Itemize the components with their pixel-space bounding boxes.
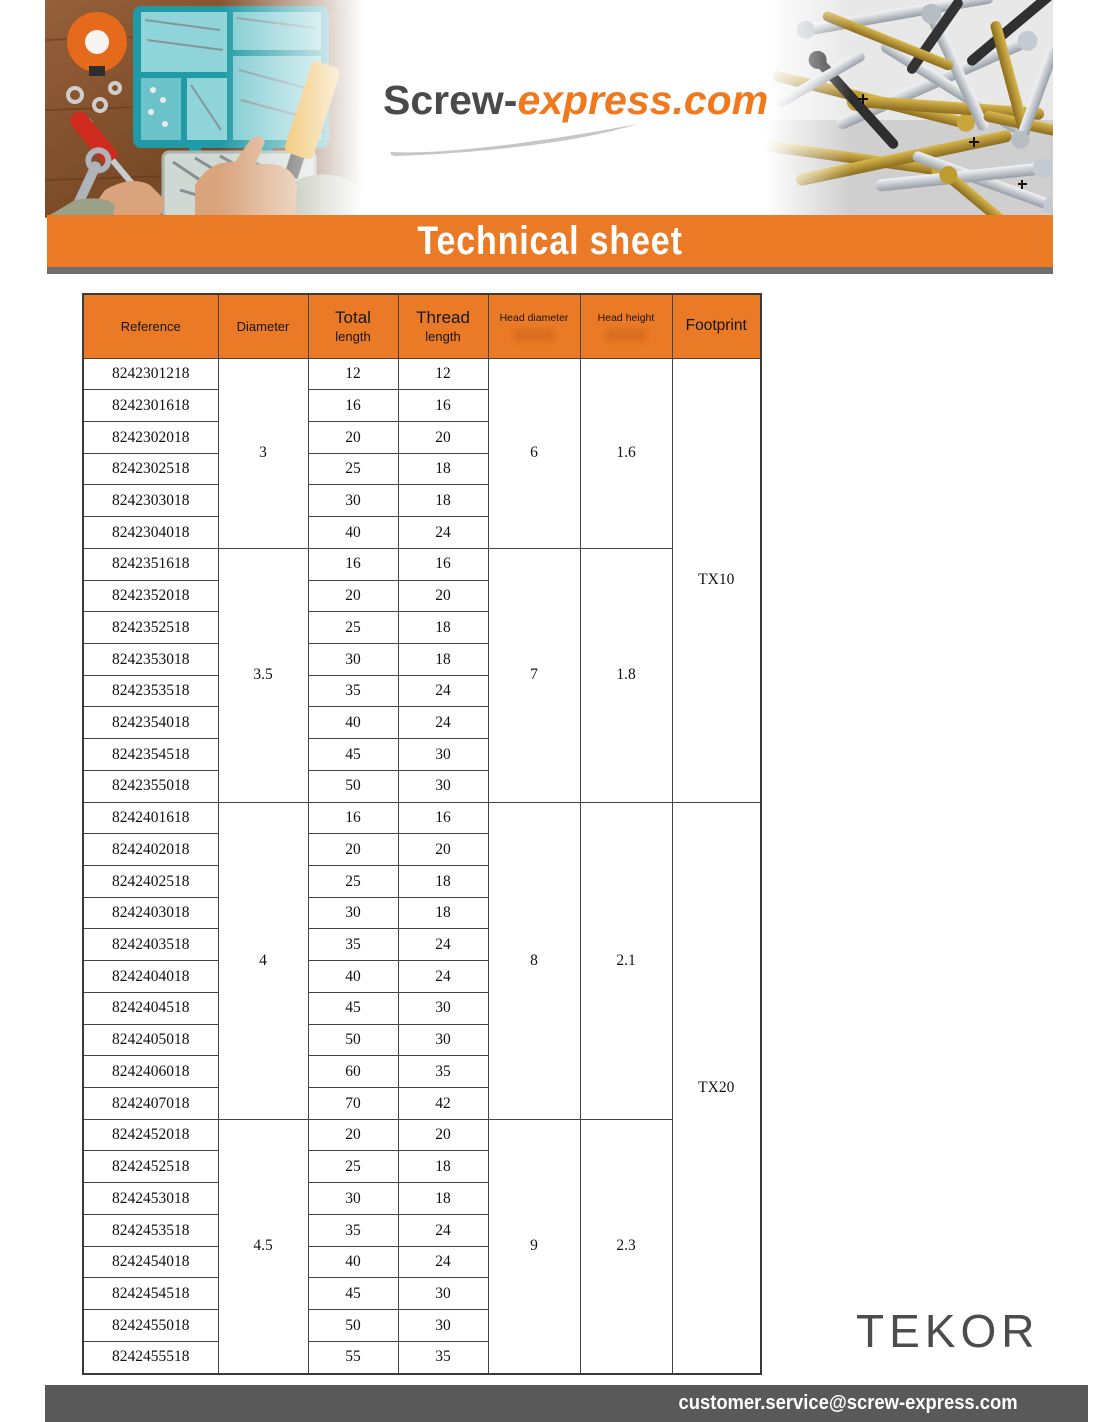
- total-length-cell: 16: [308, 390, 398, 422]
- reference-cell: 8242302518: [83, 453, 218, 485]
- reference-cell: 8242403518: [83, 929, 218, 961]
- reference-cell: 8242402518: [83, 866, 218, 898]
- thread-length-cell: 18: [398, 643, 488, 675]
- total-length-cell: 30: [308, 897, 398, 929]
- head-diameter-cell: 7: [488, 548, 580, 802]
- thread-length-cell: 24: [398, 1214, 488, 1246]
- spec-row: [83, 358, 761, 390]
- reference-cell: 8242407018: [83, 1088, 218, 1120]
- spec-row: [83, 1119, 761, 1151]
- total-length-cell: 40: [308, 517, 398, 549]
- head-diameter-cell: 8: [488, 802, 580, 1119]
- thread-length-cell: 24: [398, 961, 488, 993]
- reference-cell: 8242351618: [83, 548, 218, 580]
- total-length-cell: 35: [308, 675, 398, 707]
- reference-cell: 8242452018: [83, 1119, 218, 1151]
- total-length-cell: 16: [308, 548, 398, 580]
- total-length-cell: 50: [308, 770, 398, 802]
- total-length-cell: 16: [308, 802, 398, 834]
- footprint-cell: TX10: [672, 358, 761, 802]
- thread-length-cell: 18: [398, 485, 488, 517]
- site-logo: [383, 77, 769, 123]
- total-length-cell: 35: [308, 929, 398, 961]
- total-length-cell: 12: [308, 358, 398, 390]
- thread-length-cell: 24: [398, 707, 488, 739]
- diameter-cell: 3: [218, 358, 308, 548]
- col-header-total-length: Total length: [308, 294, 398, 358]
- reference-cell: 8242354518: [83, 739, 218, 771]
- thread-length-cell: 24: [398, 1246, 488, 1278]
- reference-cell: 8242404018: [83, 961, 218, 993]
- reference-cell: 8242453518: [83, 1214, 218, 1246]
- spec-row: [83, 548, 761, 580]
- thread-length-cell: 16: [398, 390, 488, 422]
- reference-cell: 8242401618: [83, 802, 218, 834]
- thread-length-cell: 30: [398, 1278, 488, 1310]
- total-length-cell: 25: [308, 453, 398, 485]
- thread-length-cell: 30: [398, 739, 488, 771]
- thread-length-cell: 20: [398, 834, 488, 866]
- reference-cell: 8242402018: [83, 834, 218, 866]
- reference-cell: 8242455518: [83, 1341, 218, 1373]
- thread-length-cell: 18: [398, 1183, 488, 1215]
- spec-table-header-row: [83, 294, 761, 358]
- footprint-cell: TX20: [672, 802, 761, 1373]
- thread-length-cell: 30: [398, 770, 488, 802]
- total-length-cell: 20: [308, 580, 398, 612]
- thread-length-cell: 16: [398, 802, 488, 834]
- workbench-photo: [45, 0, 363, 218]
- total-length-cell: 50: [308, 1024, 398, 1056]
- head-height-cell: 2.3: [580, 1119, 672, 1373]
- diameter-cell: 3.5: [218, 548, 308, 802]
- reference-cell: 8242301618: [83, 390, 218, 422]
- footer-email: customer.service@screw-express.com: [678, 1392, 1018, 1414]
- head-height-cell: 2.1: [580, 802, 672, 1119]
- total-length-cell: 35: [308, 1214, 398, 1246]
- head-height-cell: 1.8: [580, 548, 672, 802]
- total-length-cell: 40: [308, 961, 398, 993]
- thread-length-cell: 20: [398, 421, 488, 453]
- thread-length-cell: 18: [398, 612, 488, 644]
- total-length-cell: 60: [308, 1056, 398, 1088]
- total-length-cell: 30: [308, 485, 398, 517]
- reference-cell: 8242302018: [83, 421, 218, 453]
- head-diameter-cell: 9: [488, 1119, 580, 1373]
- logo-swoosh-icon: [385, 122, 643, 158]
- thread-length-cell: 24: [398, 675, 488, 707]
- thread-length-cell: 18: [398, 897, 488, 929]
- reference-cell: 8242354018: [83, 707, 218, 739]
- col-header-diameter: Diameter: [218, 294, 308, 358]
- spec-row: [83, 802, 761, 834]
- diameter-cell: 4: [218, 802, 308, 1119]
- reference-cell: 8242304018: [83, 517, 218, 549]
- reference-cell: 8242352518: [83, 612, 218, 644]
- reference-cell: 8242404518: [83, 992, 218, 1024]
- thread-length-cell: 18: [398, 866, 488, 898]
- reference-cell: 8242403018: [83, 897, 218, 929]
- banner-shadow-strip: [47, 267, 1053, 274]
- reference-cell: 8242406018: [83, 1056, 218, 1088]
- total-length-cell: 25: [308, 866, 398, 898]
- thread-length-cell: 42: [398, 1088, 488, 1120]
- reference-cell: 8242452518: [83, 1151, 218, 1183]
- footer-bar: [45, 1385, 1088, 1422]
- logo-text-orange: express.com: [517, 77, 769, 123]
- brand-logo-tekor: TEKOR: [856, 1305, 1040, 1357]
- title-banner: [47, 215, 1053, 267]
- total-length-cell: 20: [308, 1119, 398, 1151]
- head-height-cell: 1.6: [580, 358, 672, 548]
- logo-text-dark: Screw-: [383, 77, 518, 123]
- diameter-cell: 4.5: [218, 1119, 308, 1373]
- screws-pile-photo: [765, 0, 1053, 218]
- reference-cell: 8242352018: [83, 580, 218, 612]
- thread-length-cell: 30: [398, 992, 488, 1024]
- head-diameter-cell: 6: [488, 358, 580, 548]
- total-length-cell: 25: [308, 612, 398, 644]
- reference-cell: 8242303018: [83, 485, 218, 517]
- thread-length-cell: 20: [398, 1119, 488, 1151]
- reference-cell: 8242301218: [83, 358, 218, 390]
- thread-length-cell: 35: [398, 1341, 488, 1373]
- total-length-cell: 20: [308, 834, 398, 866]
- col-header-head-diameter: Head diameter: [488, 294, 580, 358]
- reference-cell: 8242453018: [83, 1183, 218, 1215]
- total-length-cell: 20: [308, 421, 398, 453]
- total-length-cell: 45: [308, 1278, 398, 1310]
- reference-cell: 8242454018: [83, 1246, 218, 1278]
- thread-length-cell: 24: [398, 517, 488, 549]
- col-header-reference: Reference: [83, 294, 218, 358]
- total-length-cell: 55: [308, 1341, 398, 1373]
- col-header-footprint: Footprint: [672, 294, 761, 358]
- col-header-head-height: Head height: [580, 294, 672, 358]
- total-length-cell: 30: [308, 1183, 398, 1215]
- thread-length-cell: 18: [398, 1151, 488, 1183]
- thread-length-cell: 24: [398, 929, 488, 961]
- page-title: Technical sheet: [417, 218, 683, 263]
- total-length-cell: 25: [308, 1151, 398, 1183]
- total-length-cell: 45: [308, 739, 398, 771]
- reference-cell: 8242455018: [83, 1310, 218, 1342]
- spec-table-body: [83, 358, 761, 1374]
- thread-length-cell: 35: [398, 1056, 488, 1088]
- thread-length-cell: 30: [398, 1310, 488, 1342]
- total-length-cell: 40: [308, 1246, 398, 1278]
- reference-cell: 8242405018: [83, 1024, 218, 1056]
- thread-length-cell: 12: [398, 358, 488, 390]
- thread-length-cell: 16: [398, 548, 488, 580]
- total-length-cell: 70: [308, 1088, 398, 1120]
- reference-cell: 8242454518: [83, 1278, 218, 1310]
- thread-length-cell: 20: [398, 580, 488, 612]
- col-header-thread-length: Thread length: [398, 294, 488, 358]
- reference-cell: 8242353518: [83, 675, 218, 707]
- reference-cell: 8242353018: [83, 643, 218, 675]
- thread-length-cell: 18: [398, 453, 488, 485]
- total-length-cell: 50: [308, 1310, 398, 1342]
- total-length-cell: 30: [308, 643, 398, 675]
- spec-table: [82, 293, 762, 1375]
- thread-length-cell: 30: [398, 1024, 488, 1056]
- total-length-cell: 40: [308, 707, 398, 739]
- reference-cell: 8242355018: [83, 770, 218, 802]
- total-length-cell: 45: [308, 992, 398, 1024]
